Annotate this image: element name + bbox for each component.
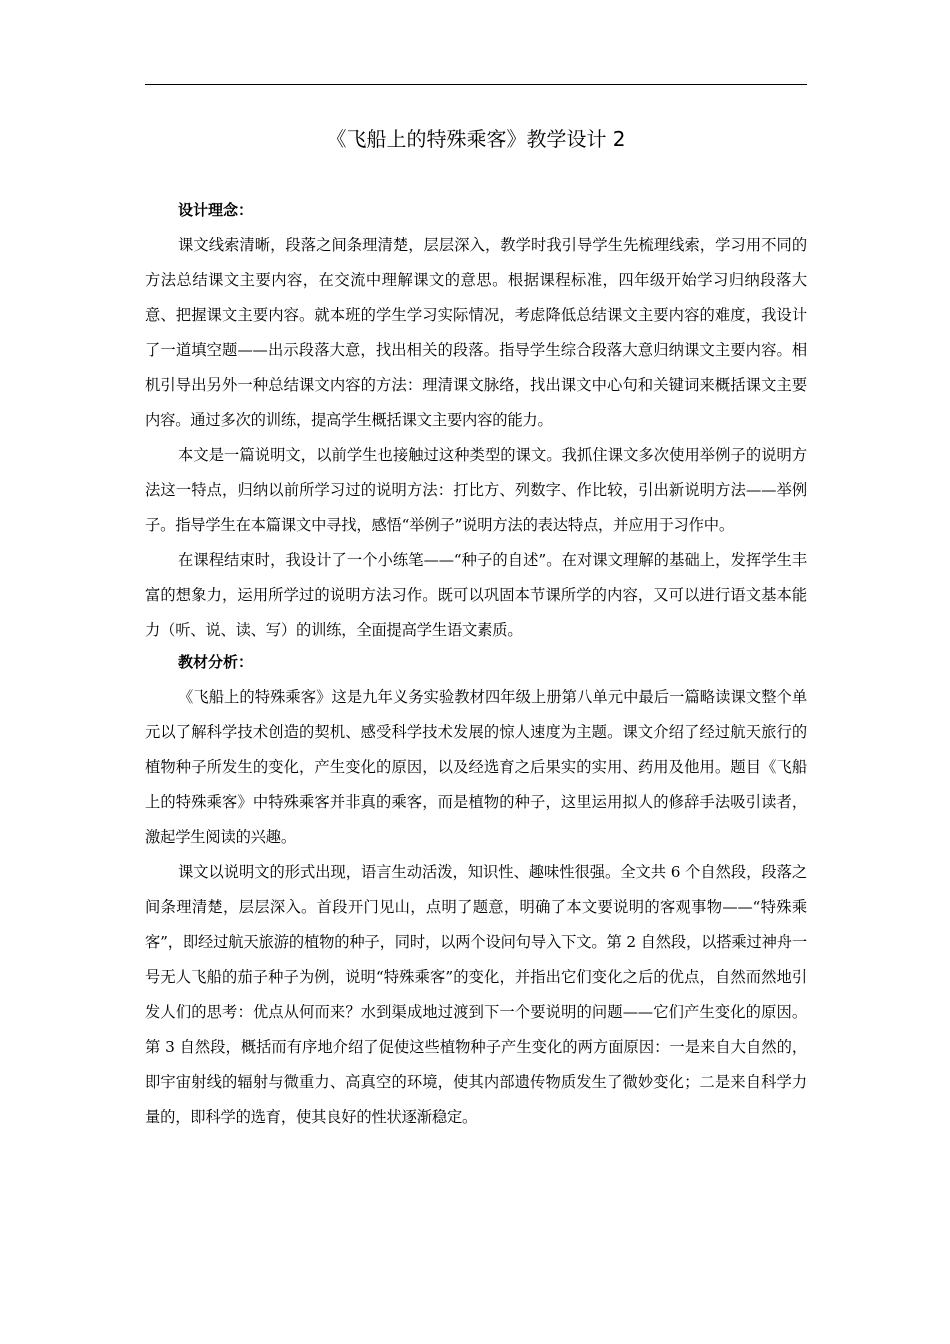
paragraph: 课文线索清晰，段落之间条理清楚，层层深入，教学时我引导学生先梳理线索，学习用不同的方法总结课文主要内容，在交流中理解课文的意思。根据课程标准，四年级开始学习归纳段落大意、把握课文主要内容。就本班的学生学习实际情况，考虑降低总结课文主要内容的难度，我设计了一道填空题——出示段落大意，找出相关的段落。指导学生综合段落大意归纳课文主要内容。相机引导出另外一种总结课文内容的方法：理清课文脉络，找出课文中心句和关键词来概括课文主要内容。通过多次的训练，提高学生概括课文主要内容的能力。 (145, 236, 807, 429)
paragraph: 《飞船上的特殊乘客》这是九年义务实验教材四年级上册第八单元中最后一篇略读课文整个单元以了解科学技术创造的契机、感受科学技术发展的惊人速度为主题。课文介绍了经过航天旅行的植物种子所发生的变化，产生变化的原因，以及经选育之后果实的实用、药用及他用。题目《飞船上的特殊乘客》中特殊乘客并非真的乘客，而是植物的种子，这里运用拟人的修辞手法吸引读者，激起学生阅读的兴趣。 (145, 688, 807, 846)
section-heading-textbook-analysis: 教材分析： (178, 653, 254, 671)
document-body (145, 196, 807, 1135)
paragraph: 课文以说明文的形式出现，语言生动活泼，知识性、趣味性很强。全文共 6 个自然段，段落之间条理清楚，层层深入。首段开门见山，点明了题意，明确了本文要说明的客观事物——“特殊乘客”，即经过航天旅游的植物的种子，同时，以两个设问句导入下文。第 2 自然段，以搭乘过神舟一号无人飞船的茄子种子为例，说明“特殊乘客”的变化，并指出它们变化之后的优点，自然而然地引发人们的思考：优点从何而来？水到渠成地过渡到下一个要说明的问题——它们产生变化的原因。第 3 自然段，概括而有序地介绍了促使这些植物种子产生变化的两方面原因：一是来自大自然的，即宇宙射线的辐射与微重力、高真空的环境，使其内部遗传物质发生了微妙变化；二是来自科学力量的，即科学的选育，使其良好的性状逐渐稳定。 (145, 863, 807, 1126)
section-heading-design-concept: 设计理念： (178, 201, 254, 219)
paragraph: 在课程结束时，我设计了一个小练笔——“种子的自述”。在对课文理解的基础上，发挥学生丰富的想象力，运用所学过的说明方法习作。既可以巩固本节课所学的内容，又可以进行语文基本能力（听、说、读、写）的训练，全面提高学生语文素质。 (145, 551, 807, 639)
header-rule (145, 84, 807, 85)
paragraph: 本文是一篇说明文，以前学生也接触过这种类型的课文。我抓住课文多次使用举例子的说明方法这一特点，归纳以前所学习过的说明方法：打比方、列数字、作比较，引出新说明方法——举例子。指导学生在本篇课文中寻找，感悟“举例子”说明方法的表达特点，并应用于习作中。 (145, 446, 807, 534)
document-title: 《飞船上的特殊乘客》教学设计 2 (326, 127, 626, 151)
